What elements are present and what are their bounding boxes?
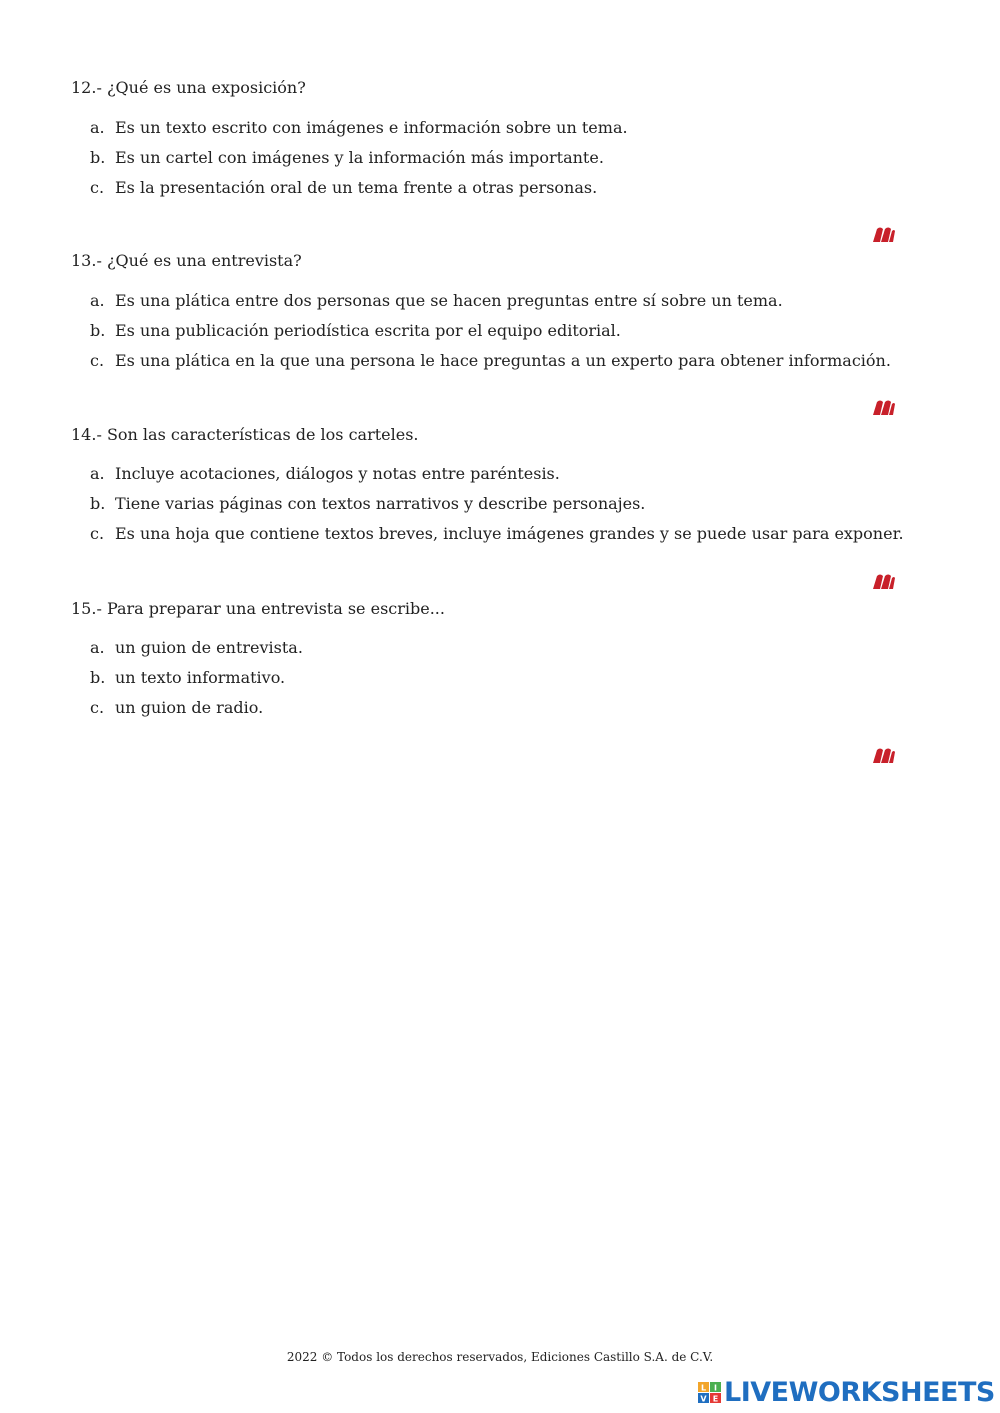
- option-letter: a.: [90, 291, 105, 310]
- question-14: [71, 425, 911, 554]
- option-text: Tiene varias páginas con textos narrativos y describe personajes.: [115, 494, 646, 513]
- option-text: un guion de radio.: [115, 698, 264, 717]
- option-letter: c.: [90, 524, 105, 543]
- question-12: [71, 78, 911, 208]
- logo-block-letter: L: [700, 1383, 707, 1393]
- option-text: Es una plática en la que una persona le hace preguntas a un experto para obtener información.: [115, 351, 891, 370]
- options-list: [71, 291, 911, 381]
- option-text: Es una plática entre dos personas que se hacen preguntas entre sí sobre un tema.: [115, 291, 783, 310]
- option-text: Es una publicación periodística escrita por el equipo editorial.: [115, 321, 621, 340]
- option-b[interactable]: [71, 668, 911, 698]
- option-letter: b.: [90, 494, 106, 513]
- option-letter: b.: [90, 148, 106, 167]
- option-a[interactable]: [71, 291, 911, 321]
- option-letter: b.: [90, 668, 106, 687]
- logo-block-letter: V: [700, 1394, 707, 1404]
- logo-block-letter: E: [712, 1394, 719, 1404]
- options-list: [71, 118, 911, 208]
- publisher-logo-icon: [872, 745, 896, 765]
- option-text: Es un cartel con imágenes y la información más importante.: [115, 148, 604, 167]
- options-list: [71, 464, 911, 554]
- publisher-logo-icon: [872, 571, 896, 591]
- publisher-logo-icon: [872, 397, 896, 417]
- option-c[interactable]: [71, 524, 911, 554]
- option-letter: a.: [90, 118, 105, 137]
- option-letter: c.: [90, 351, 105, 370]
- question-13: [71, 251, 911, 381]
- question-title: 13.- ¿Qué es una entrevista?: [71, 251, 302, 270]
- option-letter: b.: [90, 321, 106, 340]
- option-text: Incluye acotaciones, diálogos y notas entre paréntesis.: [115, 464, 560, 483]
- option-b[interactable]: [71, 321, 911, 351]
- question-15: [71, 599, 911, 728]
- option-letter: c.: [90, 698, 105, 717]
- option-letter: a.: [90, 464, 105, 483]
- option-letter: c.: [90, 178, 105, 197]
- option-a[interactable]: [71, 464, 911, 494]
- option-text: Es la presentación oral de un tema frente a otras personas.: [115, 178, 598, 197]
- logo-block-letter: I: [714, 1383, 717, 1393]
- liveworksheets-wordmark: LIVEWORKSHEETS: [724, 1377, 995, 1408]
- option-b[interactable]: [71, 494, 911, 524]
- option-c[interactable]: [71, 351, 911, 381]
- footer-copyright: 2022 © Todos los derechos reservados, Ediciones Castillo S.A. de C.V.: [286, 1350, 714, 1364]
- options-list: [71, 638, 911, 728]
- option-c[interactable]: [71, 698, 911, 728]
- question-title: 14.- Son las características de los carteles.: [71, 425, 419, 444]
- question-title: 12.- ¿Qué es una exposición?: [71, 78, 306, 97]
- option-text: Es un texto escrito con imágenes e información sobre un tema.: [115, 118, 628, 137]
- option-text: un texto informativo.: [115, 668, 286, 687]
- option-text: Es una hoja que contiene textos breves, incluye imágenes grandes y se puede usar para exponer.: [115, 524, 904, 543]
- question-title: 15.- Para preparar una entrevista se escribe...: [71, 599, 445, 618]
- option-c[interactable]: [71, 178, 911, 208]
- option-letter: a.: [90, 638, 105, 657]
- option-a[interactable]: [71, 638, 911, 668]
- publisher-logo-icon: [872, 224, 896, 244]
- liveworksheets-brand[interactable]: [698, 1379, 994, 1407]
- option-text: un guion de entrevista.: [115, 638, 303, 657]
- option-a[interactable]: [71, 118, 911, 148]
- liveworksheets-logo-icon: [698, 1382, 722, 1404]
- option-b[interactable]: [71, 148, 911, 178]
